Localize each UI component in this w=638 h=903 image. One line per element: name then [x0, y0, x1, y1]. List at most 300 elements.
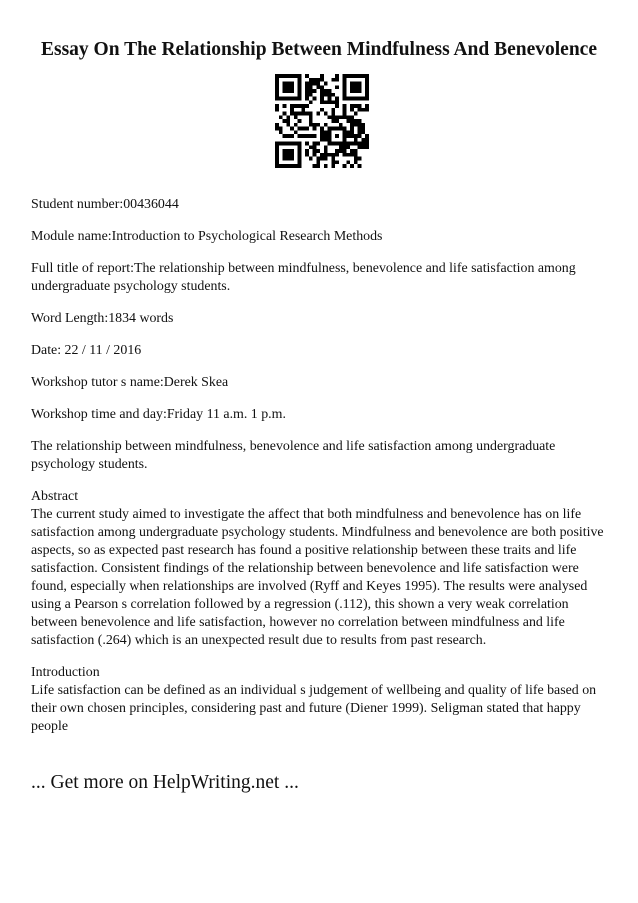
qr-module	[358, 123, 362, 127]
qr-module	[316, 85, 320, 89]
qr-module	[275, 89, 279, 93]
qr-module	[283, 119, 287, 123]
qr-module	[298, 149, 302, 153]
qr-module	[358, 119, 362, 123]
qr-module	[290, 74, 294, 78]
qr-module	[343, 97, 347, 101]
qr-module	[309, 89, 313, 93]
qr-module	[298, 153, 302, 157]
qr-module	[294, 130, 298, 134]
qr-module	[361, 97, 365, 101]
qr-module	[305, 112, 309, 116]
qr-module	[358, 97, 362, 101]
qr-module	[365, 93, 369, 97]
qr-module	[328, 153, 332, 157]
qr-module	[324, 153, 328, 157]
introduction-text: Life satisfaction can be defined as an individual s judgement of wellbeing and quality of life based on their own chosen principles, considering past and future (Diener 1999). Seligman stated that happy people	[31, 683, 597, 734]
qr-module	[298, 85, 302, 89]
qr-module	[361, 127, 365, 131]
module-name: Module name:Introduction to Psychological Research Methods	[31, 229, 383, 244]
qr-module	[316, 78, 320, 82]
qr-module	[358, 157, 362, 161]
document-title: Essay On The Relationship Between Mindfulness And Benevolence	[40, 39, 597, 60]
qr-module	[309, 112, 313, 116]
qr-module	[283, 164, 287, 168]
qr-module	[320, 97, 324, 101]
qr-module	[335, 115, 339, 119]
qr-module	[279, 130, 283, 134]
qr-module	[290, 127, 294, 131]
qr-module	[354, 97, 358, 101]
qr-module	[320, 74, 324, 78]
qr-module	[275, 104, 279, 108]
qr-module	[335, 100, 339, 104]
qr-module	[335, 85, 339, 89]
qr-module	[346, 115, 350, 119]
qr-module	[350, 85, 354, 89]
qr-module	[313, 142, 317, 146]
workshop-tutor: Workshop tutor s name:Derek Skea	[31, 375, 229, 390]
abstract-text: The current study aimed to investigate the affect that both mindfulness and benevolence has on life satisfaction among undergraduate psychology students. Mindfulness and benevolence are both positive aspects, so as expected past research has found a positive relationship between these traits and life satisfaction. Consistent findings of the relationship between benevolence and life satisfaction were found, especially when relationships are involved (Ryff and Keyes 1995). The results were analysed using a Pearson s correlation followed by a regression (.112), this shown a very weak correlation between benevolence and life satisfaction, however no correlation between mindfulness and life satisfaction (.264) which is an unexpected result due to results from past research.	[31, 507, 604, 648]
qr-module	[275, 149, 279, 153]
qr-module	[358, 145, 362, 149]
qr-module	[320, 127, 324, 131]
qr-module	[331, 127, 335, 131]
qr-module	[324, 145, 328, 149]
qr-module	[350, 149, 354, 153]
qr-module	[290, 134, 294, 138]
qr-module	[331, 93, 335, 97]
qr-module	[343, 145, 347, 149]
qr-module	[350, 142, 354, 146]
qr-module	[324, 130, 328, 134]
qr-module	[320, 130, 324, 134]
qr-module	[346, 97, 350, 101]
qr-module	[305, 85, 309, 89]
qr-module	[346, 119, 350, 123]
qr-module	[320, 93, 324, 97]
qr-module	[354, 104, 358, 108]
qr-module	[346, 145, 350, 149]
qr-module	[298, 93, 302, 97]
qr-module	[346, 130, 350, 134]
qr-module	[343, 127, 347, 131]
document-body	[31, 196, 611, 750]
qr-module	[365, 134, 369, 138]
qr-module	[350, 119, 354, 123]
qr-module	[286, 164, 290, 168]
qr-module	[313, 145, 317, 149]
qr-module	[275, 153, 279, 157]
qr-module	[290, 82, 294, 86]
qr-module	[358, 104, 362, 108]
qr-module	[346, 134, 350, 138]
qr-module	[316, 82, 320, 86]
qr-module	[343, 134, 347, 138]
qr-module	[328, 142, 332, 146]
qr-module	[365, 145, 369, 149]
qr-module	[309, 115, 313, 119]
qr-module	[324, 93, 328, 97]
qr-module	[301, 112, 305, 116]
qr-module	[361, 145, 365, 149]
qr-module	[324, 112, 328, 116]
qr-module	[343, 89, 347, 93]
qr-module	[290, 104, 294, 108]
student-number: Student number:00436044	[31, 197, 179, 212]
qr-module	[346, 74, 350, 78]
qr-module	[331, 78, 335, 82]
qr-module	[365, 82, 369, 86]
qr-module	[324, 100, 328, 104]
qr-module	[309, 78, 313, 82]
qr-module	[298, 78, 302, 82]
qr-module	[294, 104, 298, 108]
qr-module	[290, 89, 294, 93]
qr-module	[275, 127, 279, 131]
qr-module	[309, 100, 313, 104]
qr-module	[283, 85, 287, 89]
qr-module	[294, 74, 298, 78]
qr-module	[350, 115, 354, 119]
qr-module	[331, 112, 335, 116]
qr-module	[365, 74, 369, 78]
qr-module	[320, 108, 324, 112]
qr-module	[320, 100, 324, 104]
qr-module	[279, 164, 283, 168]
qr-module	[343, 108, 347, 112]
qr-module	[354, 153, 358, 157]
qr-module	[343, 164, 347, 168]
qr-module	[275, 145, 279, 149]
qr-module	[309, 123, 313, 127]
qr-module	[343, 74, 347, 78]
qr-code-icon	[275, 74, 369, 168]
qr-module	[305, 97, 309, 101]
qr-module	[346, 142, 350, 146]
qr-module	[286, 85, 290, 89]
qr-module	[361, 74, 365, 78]
qr-module	[283, 112, 287, 116]
qr-module	[275, 85, 279, 89]
qr-module	[320, 138, 324, 142]
qr-module	[294, 115, 298, 119]
qr-module	[298, 142, 302, 146]
qr-module	[358, 127, 362, 131]
qr-module	[354, 142, 358, 146]
qr-module	[275, 123, 279, 127]
full-title-of-report: Full title of report:The relationship between mindfulness, benevolence and life satisfaction among undergraduate psychology students.	[31, 261, 576, 294]
qr-module	[294, 112, 298, 116]
qr-module	[286, 89, 290, 93]
qr-module	[286, 142, 290, 146]
qr-module	[354, 119, 358, 123]
word-length: Word Length:1834 words	[31, 311, 174, 326]
qr-module	[354, 138, 358, 142]
workshop-time: Workshop time and day:Friday 11 a.m. 1 p.m.	[31, 407, 286, 422]
qr-module	[305, 93, 309, 97]
qr-module	[343, 104, 347, 108]
qr-module	[298, 157, 302, 161]
qr-module	[350, 153, 354, 157]
qr-module	[283, 153, 287, 157]
qr-module	[339, 115, 343, 119]
qr-module	[365, 97, 369, 101]
introduction-section	[31, 664, 611, 736]
qr-module	[324, 123, 328, 127]
qr-module	[343, 85, 347, 89]
qr-module	[320, 78, 324, 82]
qr-module	[320, 157, 324, 161]
qr-module	[286, 119, 290, 123]
qr-module	[313, 127, 317, 131]
get-more-link[interactable]: ... Get more on HelpWriting.net ...	[31, 772, 299, 793]
qr-module	[358, 85, 362, 89]
qr-module	[335, 74, 339, 78]
qr-module	[309, 85, 313, 89]
qr-module	[283, 74, 287, 78]
qr-module	[279, 115, 283, 119]
qr-module	[294, 142, 298, 146]
qr-module	[286, 153, 290, 157]
qr-module	[331, 160, 335, 164]
qr-module	[343, 112, 347, 116]
qr-module	[354, 85, 358, 89]
report-title: The relationship between mindfulness, benevolence and life satisfaction among undergraduate psychology students.	[31, 439, 556, 472]
qr-module	[361, 142, 365, 146]
qr-module	[316, 164, 320, 168]
qr-module	[358, 130, 362, 134]
qr-module	[365, 138, 369, 142]
qr-module	[283, 104, 287, 108]
qr-module	[331, 157, 335, 161]
qr-module	[305, 104, 309, 108]
qr-module	[316, 142, 320, 146]
qr-module	[324, 149, 328, 153]
qr-module	[313, 149, 317, 153]
qr-module	[335, 149, 339, 153]
qr-module	[316, 112, 320, 116]
qr-module	[361, 108, 365, 112]
qr-module	[309, 157, 313, 161]
qr-module	[290, 164, 294, 168]
qr-module	[290, 153, 294, 157]
qr-module	[328, 138, 332, 142]
qr-module	[358, 142, 362, 146]
qr-module	[320, 89, 324, 93]
qr-module	[358, 164, 362, 168]
qr-module	[283, 134, 287, 138]
qr-module	[316, 157, 320, 161]
qr-module	[331, 164, 335, 168]
qr-module	[275, 97, 279, 101]
qr-module	[350, 74, 354, 78]
qr-module	[309, 93, 313, 97]
qr-module	[365, 104, 369, 108]
qr-module	[339, 142, 343, 146]
qr-module	[350, 123, 354, 127]
qr-module	[339, 149, 343, 153]
qr-module	[350, 134, 354, 138]
qr-module	[286, 157, 290, 161]
qr-module	[339, 123, 343, 127]
qr-module	[309, 145, 313, 149]
qr-module	[275, 164, 279, 168]
qr-module	[350, 108, 354, 112]
qr-module	[324, 89, 328, 93]
qr-module	[324, 134, 328, 138]
qr-module	[305, 82, 309, 86]
qr-module	[305, 127, 309, 131]
qr-module	[305, 142, 309, 146]
qr-module	[324, 138, 328, 142]
qr-module	[298, 145, 302, 149]
qr-module	[313, 134, 317, 138]
qr-module	[365, 108, 369, 112]
qr-module	[290, 85, 294, 89]
qr-module	[335, 119, 339, 123]
qr-module	[343, 130, 347, 134]
qr-module	[298, 104, 302, 108]
qr-module	[286, 74, 290, 78]
abstract-section	[31, 488, 611, 650]
qr-module	[354, 74, 358, 78]
qr-module	[283, 142, 287, 146]
qr-module	[335, 153, 339, 157]
qr-module	[283, 149, 287, 153]
qr-module	[290, 108, 294, 112]
qr-module	[331, 142, 335, 146]
qr-module	[331, 115, 335, 119]
qr-module	[335, 78, 339, 82]
qr-module	[290, 157, 294, 161]
qr-module	[301, 127, 305, 131]
qr-module	[313, 123, 317, 127]
qr-module	[331, 153, 335, 157]
qr-module	[331, 108, 335, 112]
qr-module	[286, 123, 290, 127]
qr-module	[343, 78, 347, 82]
qr-module	[343, 149, 347, 153]
qr-module	[339, 145, 343, 149]
qr-module	[298, 164, 302, 168]
qr-module	[328, 130, 332, 134]
qr-module	[324, 164, 328, 168]
qr-module	[358, 89, 362, 93]
qr-module	[290, 142, 294, 146]
qr-module	[354, 149, 358, 153]
qr-module	[305, 74, 309, 78]
qr-module	[328, 93, 332, 97]
qr-module	[350, 164, 354, 168]
qr-module	[298, 127, 302, 131]
qr-module	[328, 127, 332, 131]
qr-module	[328, 100, 332, 104]
qr-module	[298, 82, 302, 86]
qr-module	[343, 138, 347, 142]
qr-module	[298, 119, 302, 123]
qr-module	[283, 89, 287, 93]
qr-module	[309, 119, 313, 123]
qr-module	[358, 74, 362, 78]
qr-module	[275, 93, 279, 97]
qr-module	[298, 74, 302, 78]
qr-module	[275, 82, 279, 86]
qr-module	[343, 153, 347, 157]
qr-module	[298, 112, 302, 116]
qr-module	[290, 112, 294, 116]
qr-module	[354, 82, 358, 86]
introduction-heading: Introduction	[31, 665, 100, 680]
qr-module	[275, 160, 279, 164]
qr-module	[343, 93, 347, 97]
qr-module	[275, 78, 279, 82]
qr-module	[358, 108, 362, 112]
qr-module	[346, 160, 350, 164]
qr-module	[350, 89, 354, 93]
qr-module	[365, 78, 369, 82]
qr-module	[286, 97, 290, 101]
qr-module	[361, 130, 365, 134]
qr-module	[354, 89, 358, 93]
abstract-heading: Abstract	[31, 489, 79, 504]
qr-module	[275, 142, 279, 146]
qr-module	[358, 134, 362, 138]
qr-module	[320, 134, 324, 138]
qr-module	[294, 123, 298, 127]
qr-module	[305, 153, 309, 157]
qr-module	[335, 127, 339, 131]
qr-module	[313, 82, 317, 86]
qr-module	[354, 123, 358, 127]
qr-module	[286, 134, 290, 138]
qr-module	[301, 108, 305, 112]
qr-module	[354, 157, 358, 161]
qr-module	[298, 134, 302, 138]
qr-module	[279, 127, 283, 131]
qr-module	[331, 100, 335, 104]
qr-module	[350, 127, 354, 131]
qr-module	[358, 82, 362, 86]
qr-module	[279, 97, 283, 101]
qr-module	[298, 160, 302, 164]
qr-module	[275, 157, 279, 161]
qr-module	[305, 149, 309, 153]
qr-module	[335, 160, 339, 164]
qr-module	[335, 134, 339, 138]
qr-module	[365, 142, 369, 146]
qr-module	[305, 134, 309, 138]
qr-module	[305, 89, 309, 93]
qr-module	[361, 138, 365, 142]
qr-module	[350, 130, 354, 134]
qr-module	[365, 85, 369, 89]
qr-module	[313, 78, 317, 82]
qr-module	[335, 142, 339, 146]
qr-module	[279, 142, 283, 146]
qr-module	[365, 89, 369, 93]
qr-module	[298, 89, 302, 93]
qr-module	[335, 104, 339, 108]
qr-module	[283, 157, 287, 161]
qr-module	[328, 89, 332, 93]
qr-module	[309, 134, 313, 138]
qr-module	[328, 134, 332, 138]
qr-module	[328, 115, 332, 119]
qr-module	[350, 97, 354, 101]
qr-module	[301, 134, 305, 138]
qr-module	[286, 115, 290, 119]
